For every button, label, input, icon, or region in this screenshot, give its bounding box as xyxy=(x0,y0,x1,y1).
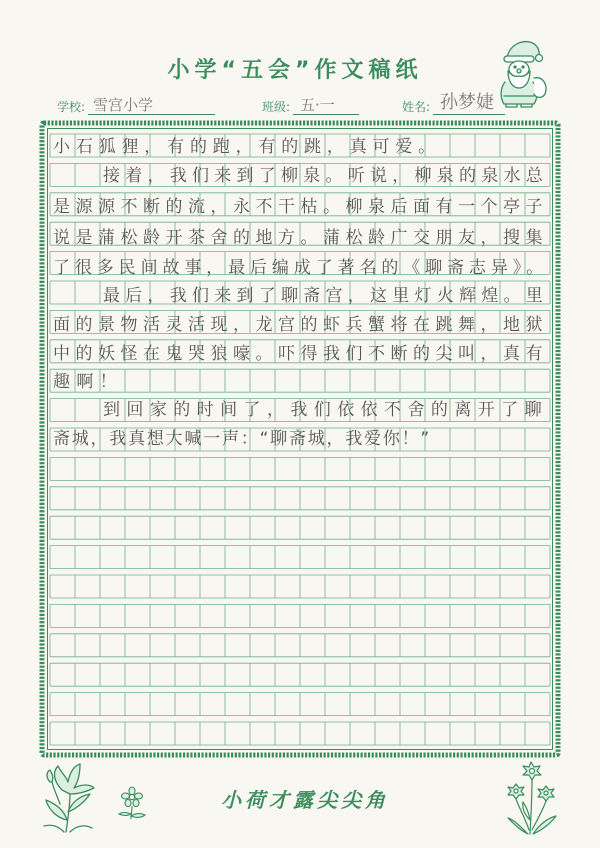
essay-line: 是源源不断的流，永不干枯。柳泉后面有一个亭子 xyxy=(53,197,548,217)
essay-row xyxy=(103,164,548,188)
essay-row xyxy=(53,226,548,250)
essay-line: 斋城，我真想大喊一声：“聊斋城，我爱你！” xyxy=(53,429,431,449)
essay-row xyxy=(53,427,431,451)
school-value: 雪宫小学 xyxy=(93,96,154,114)
essay-row xyxy=(53,195,548,219)
essay-line: 接着，我们来到了柳泉。听说，柳泉的泉水总 xyxy=(103,166,548,186)
essay-line: 说是蒲松龄开茶舍的地方。蒲松龄广交朋友，搜集 xyxy=(53,228,548,248)
essay-row xyxy=(103,398,548,422)
essay-line: 中的妖怪在鬼哭狼嚎。吓得我们不断的尖叫，真有 xyxy=(53,344,548,364)
daffodil-flower-icon xyxy=(504,758,558,836)
essay-line: 最后，我们来到了聊斋宫，这里灯火辉煌。里 xyxy=(103,286,548,306)
essay-line: 到回家的时间了，我们依依不舍的离开了聊 xyxy=(103,400,548,420)
essay-row xyxy=(53,135,441,159)
essay-row xyxy=(53,256,548,280)
class-label: 班级: xyxy=(262,100,291,114)
class-value: 五·一 xyxy=(300,96,335,114)
school-label: 学校: xyxy=(57,100,86,114)
essay-row xyxy=(103,284,548,308)
essay-line: 小石狐狸，有的跑，有的跳，真可爱。 xyxy=(53,137,441,157)
footer-motto: 小荷才露尖尖角 xyxy=(221,788,389,812)
name-label: 姓名: xyxy=(402,100,431,114)
essay-row xyxy=(53,370,123,394)
essay-line: 趣啊！ xyxy=(53,372,123,392)
essay-row xyxy=(53,313,548,337)
lily-flower-icon xyxy=(40,760,104,834)
name-value: 孙梦婕 xyxy=(440,92,494,113)
essay-line: 了很多民间故事，最后编成了著名的《聊斋志异》。 xyxy=(53,258,548,278)
essay-row xyxy=(53,342,548,366)
paper-title: 小学“五会”作文稿纸 xyxy=(167,58,423,83)
essay-line: 面的景物活灵活现，龙宫的虾兵蟹将在跳舞，地狱 xyxy=(53,315,548,335)
small-flower-icon xyxy=(114,786,150,820)
